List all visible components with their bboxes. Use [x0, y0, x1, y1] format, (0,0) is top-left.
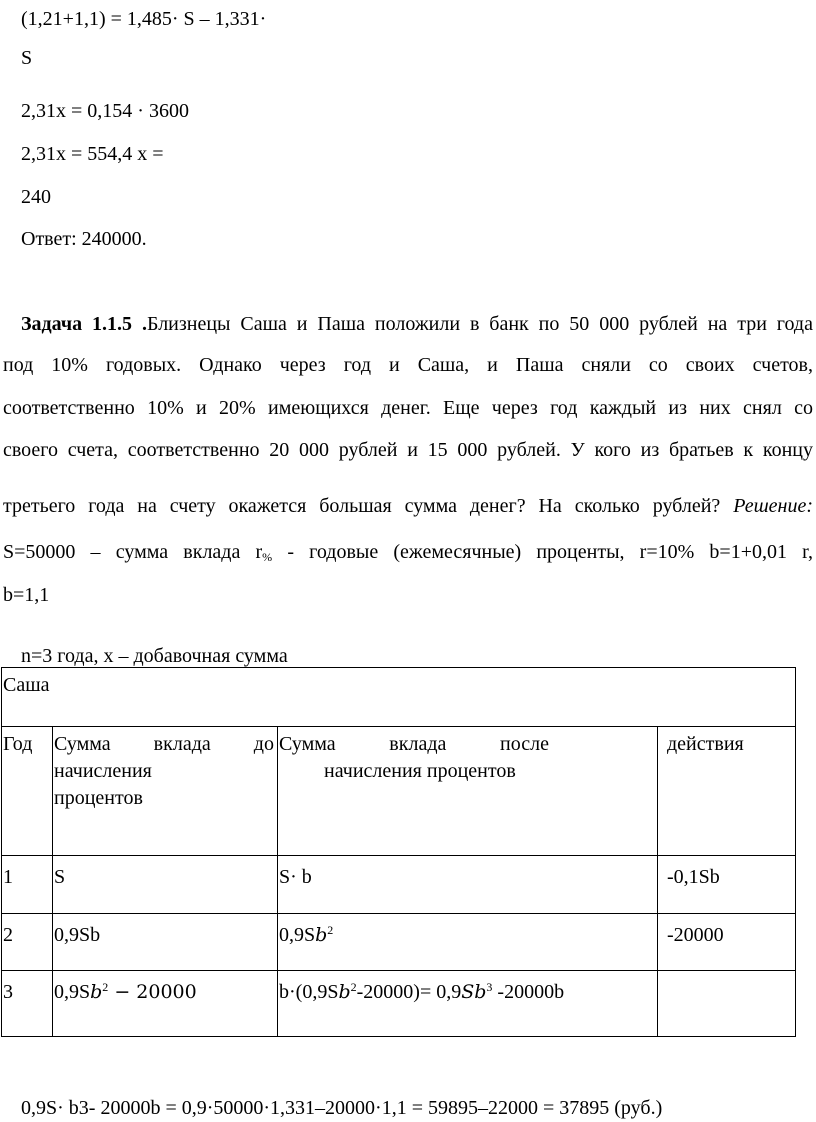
solution-label: Решение: — [733, 495, 814, 517]
table-title-row — [2, 668, 796, 727]
row3-action — [658, 971, 796, 1037]
row1-before: S — [53, 856, 278, 914]
calc-line-3: 2,31x = 0,154 · 3600 — [21, 100, 189, 122]
row3-year: 3 — [2, 971, 53, 1037]
problem-line-1: Задача 1.1.5 .Близнецы Саша и Паша положили в банк по 50 000 рублей на три года — [21, 313, 813, 335]
row1-year: 1 — [2, 856, 53, 914]
row2-action: -20000 — [658, 914, 796, 971]
row2-after: 0,9Sb$^2$ — [278, 914, 658, 971]
problem-label: Задача 1.1.5 . — [21, 313, 147, 335]
row3-after: $b\cdot(0,9Sb^2-20000)= 0,9Sb^3$ -20000b — [278, 971, 658, 1037]
problem-line-2: под 10% годовых. Однако через год и Саша, и Паша сняли со своих счетов, — [3, 354, 813, 376]
calc-line-4: 2,31x = 554,4 x = — [21, 143, 164, 165]
problem-line-7: b=1,1 — [3, 584, 50, 606]
calc-line-1: (1,21+1,1) = 1,485· S – 1,331· — [21, 8, 267, 30]
problem-line-8: n=3 года, x – добавочная сумма — [21, 645, 288, 667]
row2-year: 2 — [2, 914, 53, 971]
row1-action: -0,1Sb — [658, 856, 796, 914]
result-line: 0,9S· b3- 20000b = 0,9·50000·1,331–20000·1,1 = 59895–22000 = 37895 (руб.) — [21, 1097, 663, 1119]
header-year: Год — [2, 727, 53, 856]
row1-after: S· b — [278, 856, 658, 914]
problem-line-5: третьего года на счету окажется большая сумма денег? На сколько рублей? Решение: — [3, 495, 814, 517]
header-after: Сумма вклада после начисления процентов — [278, 727, 658, 856]
header-before: Сумма вклада до начисления процентов — [53, 727, 278, 856]
problem-line-6: S=50000 – сумма вклада r% - годовые (ежемесячные) проценты, r=10% b=1+0,01 r, — [3, 541, 813, 564]
row3-before: $0,9Sb^2 - 20000$ — [53, 971, 278, 1037]
problem-line-4: своего счета, соответственно 20 000 рублей и 15 000 рублей. У кого из братьев к концу — [3, 439, 813, 461]
table-row — [2, 856, 796, 914]
calc-line-2: S — [21, 47, 33, 69]
header-actions: действия — [658, 727, 796, 856]
answer-line: Ответ: 240000. — [21, 228, 147, 250]
sasha-table — [1, 667, 796, 1037]
row2-before: 0,9Sb — [53, 914, 278, 971]
table-title: Саша — [2, 668, 796, 727]
table-row — [2, 971, 796, 1037]
calc-line-5: 240 — [21, 186, 51, 208]
table-header-row — [2, 727, 796, 856]
problem-line-3: соответственно 10% и 20% имеющихся денег. Еще через год каждый из них снял со — [3, 397, 813, 419]
table-row — [2, 914, 796, 971]
